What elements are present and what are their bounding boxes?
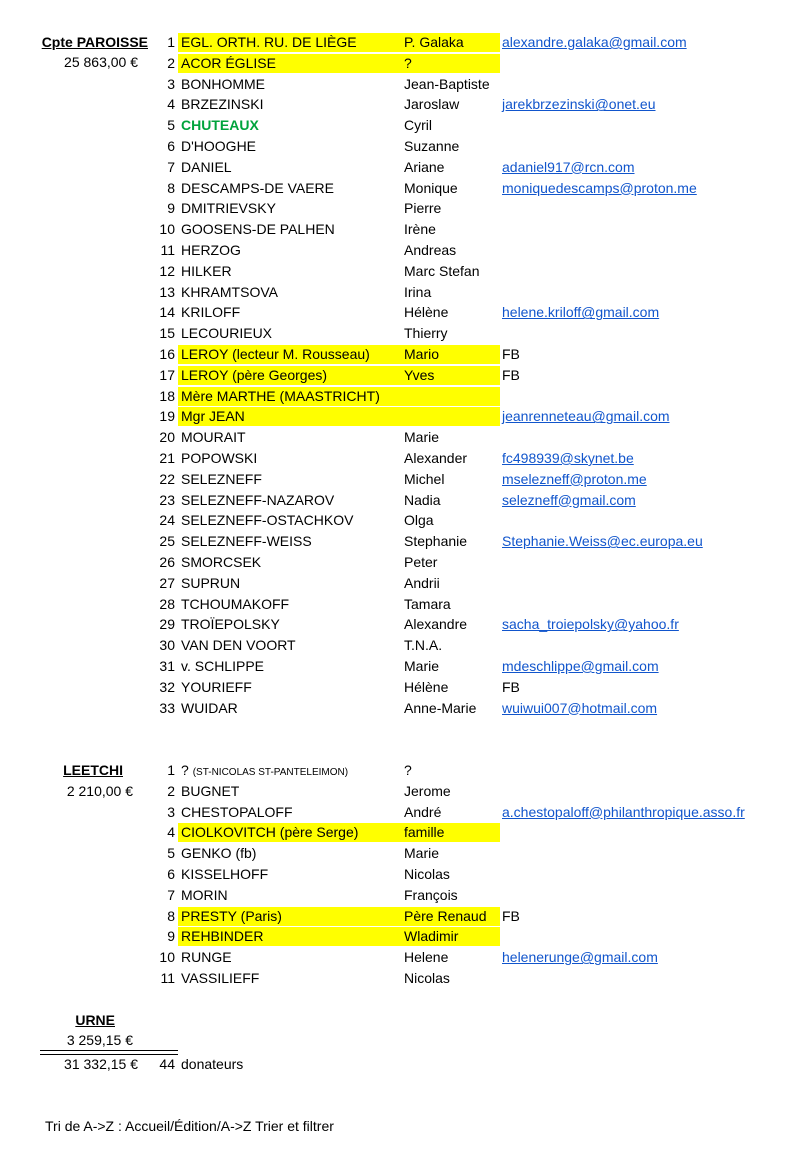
table-row: [150, 94, 800, 115]
row-number: 10: [159, 221, 175, 238]
table-row: [150, 136, 800, 157]
table-row: [150, 448, 800, 469]
row-number: 5: [167, 117, 175, 134]
row-number: 31: [159, 657, 175, 674]
donor-name: [181, 136, 256, 157]
donor-first-name: Andreas: [404, 241, 457, 258]
table-row: [150, 32, 800, 53]
donor-email-link[interactable]: mdeschlippe@gmail.com: [502, 657, 659, 674]
donor-name: [181, 178, 334, 199]
donor-first-name: Anne-Marie: [404, 699, 477, 716]
row-number: 33: [159, 699, 175, 716]
donor-name-text: BUGNET: [181, 782, 240, 799]
donor-name-text: LEROY (lecteur M. Rousseau): [181, 345, 370, 362]
donor-name: [181, 490, 334, 511]
donor-email-link[interactable]: Stephanie.Weiss@ec.europa.eu: [502, 533, 703, 550]
donor-email-link[interactable]: selezneff@gmail.com: [502, 491, 636, 508]
donor-name: [181, 157, 232, 178]
row-number: 19: [159, 408, 175, 425]
row-number: 23: [159, 491, 175, 508]
donor-name-text: GENKO (fb): [181, 845, 257, 862]
donor-email-link[interactable]: jeanrenneteau@gmail.com: [502, 408, 670, 425]
total-count: 44: [159, 1056, 175, 1072]
donor-name-text: SELEZNEFF: [181, 470, 262, 487]
table-row: [150, 594, 800, 615]
donor-first-name: Alexander: [404, 449, 468, 466]
table-row: [150, 282, 800, 303]
donor-name: [181, 677, 252, 698]
table-row: [150, 178, 800, 199]
row-number: 10: [159, 949, 175, 966]
table-row: [150, 261, 800, 282]
donor-first-name: Pierre: [404, 200, 442, 217]
row-number: 15: [159, 325, 175, 342]
donor-name: [181, 656, 264, 677]
donor-name: [181, 864, 268, 885]
donor-first-name: Monique: [404, 179, 458, 196]
donor-name-text: SMORCSEK: [181, 553, 262, 570]
donor-name-text: CHUTEAUX: [181, 117, 259, 134]
row-number: 32: [159, 678, 175, 695]
donor-first-name: Olga: [404, 512, 434, 529]
table-row: [150, 115, 800, 136]
donor-name: [181, 635, 296, 656]
donor-first-name: Nadia: [404, 491, 441, 508]
row-number: 12: [159, 262, 175, 279]
table-row: [150, 531, 800, 552]
donor-name-text: D'HOOGHE: [181, 137, 257, 154]
table-row: [150, 323, 800, 344]
table-row: [150, 760, 800, 781]
donor-name-text: EGL. ORTH. RU. DE LIÈGE: [181, 34, 357, 50]
donor-name-text: HERZOG: [181, 241, 241, 258]
donor-first-name: Irina: [404, 283, 432, 300]
table-row: [150, 510, 800, 531]
donor-name: [181, 32, 357, 53]
table-row: [150, 635, 800, 656]
donor-first-name: Tamara: [404, 595, 451, 612]
donor-note: FB: [502, 345, 520, 362]
donor-email-link[interactable]: adaniel917@rcn.com: [502, 158, 635, 175]
donor-name-text: CIOLKOVITCH (père Serge): [181, 824, 359, 841]
donor-name: [181, 906, 282, 927]
donor-name: [181, 968, 259, 989]
donor-first-name: famille: [404, 824, 445, 841]
donor-name-text: POPOWSKI: [181, 449, 258, 466]
row-number: 11: [160, 969, 175, 986]
donor-name: [181, 344, 370, 365]
donor-name: [181, 53, 276, 74]
donor-note: FB: [502, 907, 520, 924]
donor-name-text: SELEZNEFF-OSTACHKOV: [181, 512, 354, 529]
donor-name-text: ACOR ÉGLISE: [181, 54, 276, 71]
row-number: 18: [159, 387, 175, 404]
row-number: 21: [159, 449, 175, 466]
total-amount: 31 332,15 €: [64, 1056, 138, 1072]
donor-first-name: Marie: [404, 845, 440, 862]
double-underline: [40, 1050, 178, 1055]
donor-name-text: MORIN: [181, 886, 228, 903]
row-number: 17: [159, 366, 175, 383]
table-row: [150, 906, 800, 927]
donor-name: [181, 219, 335, 240]
table-row: [150, 614, 800, 635]
donor-name: [181, 365, 327, 386]
row-number: 9: [167, 200, 175, 217]
donor-email-link[interactable]: wuiwui007@hotmail.com: [502, 699, 658, 716]
row-number: 3: [167, 75, 175, 92]
table-row: [150, 219, 800, 240]
donor-first-name: Suzanne: [404, 137, 460, 154]
donor-name: [181, 926, 263, 947]
donor-note: FB: [502, 678, 520, 695]
donor-name-text: CHESTOPALOFF: [181, 803, 293, 820]
donor-name: [181, 843, 256, 864]
donor-name: [181, 323, 272, 344]
row-number: 8: [167, 179, 175, 196]
row-number: 7: [167, 158, 175, 175]
donor-first-name: Marie: [404, 657, 440, 674]
donor-first-name: François: [404, 886, 458, 903]
donor-first-name: Yves: [404, 366, 435, 383]
donor-name-text: LECOURIEUX: [181, 325, 273, 342]
donor-name: [181, 510, 353, 531]
donor-name: [181, 261, 232, 282]
donor-name-text: Mère MARTHE (MAASTRICHT): [181, 387, 380, 404]
donor-first-name: Marc Stefan: [404, 262, 480, 279]
table-row: [150, 698, 800, 719]
donor-name-text: HILKER: [181, 262, 232, 279]
table-row: [150, 240, 800, 261]
donor-first-name: Hélène: [404, 678, 449, 695]
table-row: [150, 864, 800, 885]
donor-name-text: WUIDAR: [181, 699, 238, 716]
donor-name-text: Mgr JEAN: [181, 408, 245, 425]
row-number: 24: [159, 512, 175, 529]
table-row: [150, 427, 800, 448]
table-row: [150, 843, 800, 864]
row-number: 14: [159, 304, 175, 321]
donor-first-name: Jean-Baptiste: [404, 75, 490, 92]
donor-first-name: Andrii: [404, 574, 440, 591]
donor-name: [181, 594, 289, 615]
donor-first-name: Nicolas: [404, 865, 450, 882]
donor-first-name: ?: [404, 762, 412, 778]
row-number: 28: [159, 595, 175, 612]
row-number: 7: [167, 886, 175, 903]
donor-name: [181, 74, 265, 95]
donor-name-text: SELEZNEFF-WEISS: [181, 533, 312, 550]
table-row: [150, 677, 800, 698]
donor-name: [181, 802, 293, 823]
donor-first-name: Hélène: [404, 304, 449, 321]
section-amount-leetchi: 2 210,00 €: [66, 783, 133, 799]
row-number: 30: [159, 637, 175, 654]
table-row: [150, 656, 800, 677]
donor-first-name: P. Galaka: [404, 34, 464, 50]
donor-name-text: VASSILIEFF: [181, 969, 260, 986]
donor-name-text: v. SCHLIPPE: [181, 657, 264, 674]
donor-name: [181, 386, 380, 407]
row-number: 20: [159, 429, 175, 446]
table-row: [150, 53, 800, 74]
section-label-leetchi: LEETCHI: [63, 762, 123, 778]
donor-name: [181, 406, 245, 427]
donor-name: [181, 822, 358, 843]
table-row: [150, 781, 800, 802]
donor-name: [181, 947, 232, 968]
table-row: [150, 926, 800, 947]
donor-email-link[interactable]: moniquedescamps@proton.me: [502, 179, 697, 196]
donor-name-text: PRESTY (Paris): [181, 907, 282, 924]
donor-email-link[interactable]: a.chestopaloff@philanthropique.asso.fr: [502, 803, 745, 820]
donor-name-text: MOURAIT: [181, 429, 246, 446]
donor-name-text: REHBINDER: [181, 928, 264, 945]
donor-name-text: TROÏEPOLSKY: [181, 616, 280, 633]
row-number: 22: [159, 470, 175, 487]
donor-email-link[interactable]: helenerunge@gmail.com: [502, 949, 658, 966]
table-row: [150, 490, 800, 511]
row-number: 1: [167, 34, 175, 50]
donor-first-name: T.N.A.: [404, 637, 443, 654]
row-number: 1: [167, 762, 175, 778]
section-amount-paroisse: 25 863,00 €: [64, 54, 138, 70]
donor-name: [181, 198, 276, 219]
donor-first-name: Cyril: [404, 117, 432, 134]
donor-name-text: SELEZNEFF-NAZAROV: [181, 491, 335, 508]
donor-first-name: Jerome: [404, 782, 451, 799]
donor-name-text: VAN DEN VOORT: [181, 637, 296, 654]
donor-name: [181, 448, 257, 469]
table-row: [150, 406, 800, 427]
donor-first-name: Nicolas: [404, 969, 450, 986]
row-number: 3: [167, 803, 175, 820]
row-number: 9: [167, 928, 175, 945]
donor-first-name: Père Renaud: [404, 907, 487, 924]
donor-first-name: Wladimir: [404, 928, 459, 945]
footer-note: Tri de A->Z : Accueil/Édition/A->Z Trier et filtrer: [45, 1118, 334, 1134]
row-number: 11: [160, 241, 175, 258]
donor-note: FB: [502, 366, 520, 383]
donor-name: [181, 531, 312, 552]
row-number: 27: [159, 574, 175, 591]
row-number: 29: [159, 616, 175, 633]
table-row: [150, 552, 800, 573]
donor-name: [181, 282, 278, 303]
donor-first-name: Peter: [404, 553, 438, 570]
donor-name: [181, 302, 240, 323]
donor-name: [181, 573, 240, 594]
donor-name: [181, 614, 280, 635]
donor-name-text: YOURIEFF: [181, 678, 252, 695]
donor-first-name: Marie: [404, 429, 440, 446]
donor-name-text: TCHOUMAKOFF: [181, 595, 290, 612]
donor-first-name: Mario: [404, 345, 440, 362]
row-number: 26: [159, 553, 175, 570]
donor-first-name: Ariane: [404, 158, 445, 175]
donor-email-link[interactable]: alexandre.galaka@gmail.com: [502, 34, 687, 50]
table-row: [150, 157, 800, 178]
table-row: [150, 822, 800, 843]
donor-first-name: Stephanie: [404, 533, 468, 550]
table-row: [150, 802, 800, 823]
donor-name-text: RUNGE: [181, 949, 232, 966]
table-row: [150, 365, 800, 386]
donor-name: [181, 698, 238, 719]
donor-first-name: Thierry: [404, 325, 448, 342]
donor-name: [181, 427, 246, 448]
row-number: 5: [167, 845, 175, 862]
donor-name-text: BONHOMME: [181, 75, 265, 92]
donor-name-text: DANIEL: [181, 158, 232, 175]
donor-name: [181, 885, 228, 906]
row-number: 16: [159, 345, 175, 362]
donor-name: [181, 94, 263, 115]
table-row: [150, 198, 800, 219]
row-number: 2: [167, 782, 175, 799]
donor-list-leetchi: [150, 760, 800, 989]
urne-amount: 3 259,15 €: [66, 1032, 133, 1048]
donor-email-link[interactable]: sacha_troiepolsky@yahoo.fr: [502, 616, 679, 633]
donor-name-text: KISSELHOFF: [181, 865, 269, 882]
table-row: [150, 302, 800, 323]
donor-email-link[interactable]: jarekbrzezinski@onet.eu: [502, 96, 656, 113]
donor-name-text: DMITRIEVSKY: [181, 200, 276, 217]
donor-first-name: Irène: [404, 221, 436, 238]
section-label-paroisse: Cpte PAROISSE: [41, 34, 148, 50]
row-number: 4: [167, 824, 175, 841]
donor-name: [181, 469, 262, 490]
row-number: 8: [167, 907, 175, 924]
donor-name: [181, 781, 239, 802]
row-number: 2: [167, 54, 175, 71]
row-number: 6: [167, 865, 175, 882]
table-row: [150, 74, 800, 95]
row-number: 13: [159, 283, 175, 300]
donor-first-name: Jaroslaw: [404, 96, 460, 113]
table-row: [150, 344, 800, 365]
table-row: [150, 968, 800, 989]
donor-name-text: BRZEZINSKI: [181, 96, 264, 113]
urne-label: URNE: [75, 1012, 115, 1028]
donor-name-text: DESCAMPS-DE VAERE: [181, 179, 334, 196]
donor-name: [181, 240, 241, 261]
donor-first-name: ?: [404, 54, 412, 71]
table-row: [150, 947, 800, 968]
donor-name-text: KRILOFF: [181, 304, 241, 321]
table-row: [150, 469, 800, 490]
table-row: [150, 386, 800, 407]
table-row: [150, 885, 800, 906]
donor-name: [181, 552, 261, 573]
donor-first-name: Michel: [404, 470, 445, 487]
total-label: donateurs: [181, 1056, 244, 1072]
donor-name-text: SUPRUN: [181, 574, 241, 591]
donor-name-text: KHRAMTSOVA: [181, 283, 278, 300]
donor-email-link[interactable]: fc498939@skynet.be: [502, 449, 634, 466]
row-number: 25: [159, 533, 175, 550]
donor-name-text: ?: [181, 762, 193, 778]
row-number: 6: [167, 137, 175, 154]
donor-name: [181, 115, 259, 136]
donor-email-link[interactable]: mselezneff@proton.me: [502, 470, 647, 487]
donor-first-name: Alexandre: [404, 616, 468, 633]
row-number: 4: [167, 96, 175, 113]
donor-first-name: Helene: [404, 949, 449, 966]
donor-list-paroisse: [150, 32, 800, 718]
donor-name-text: LEROY (père Georges): [181, 366, 328, 383]
donor-name-text: GOOSENS-DE PALHEN: [181, 221, 335, 238]
donor-name-note: (ST-NICOLAS ST-PANTELEIMON): [192, 767, 349, 778]
table-row: [150, 573, 800, 594]
donor-email-link[interactable]: helene.kriloff@gmail.com: [502, 304, 660, 321]
donor-first-name: André: [404, 803, 442, 820]
